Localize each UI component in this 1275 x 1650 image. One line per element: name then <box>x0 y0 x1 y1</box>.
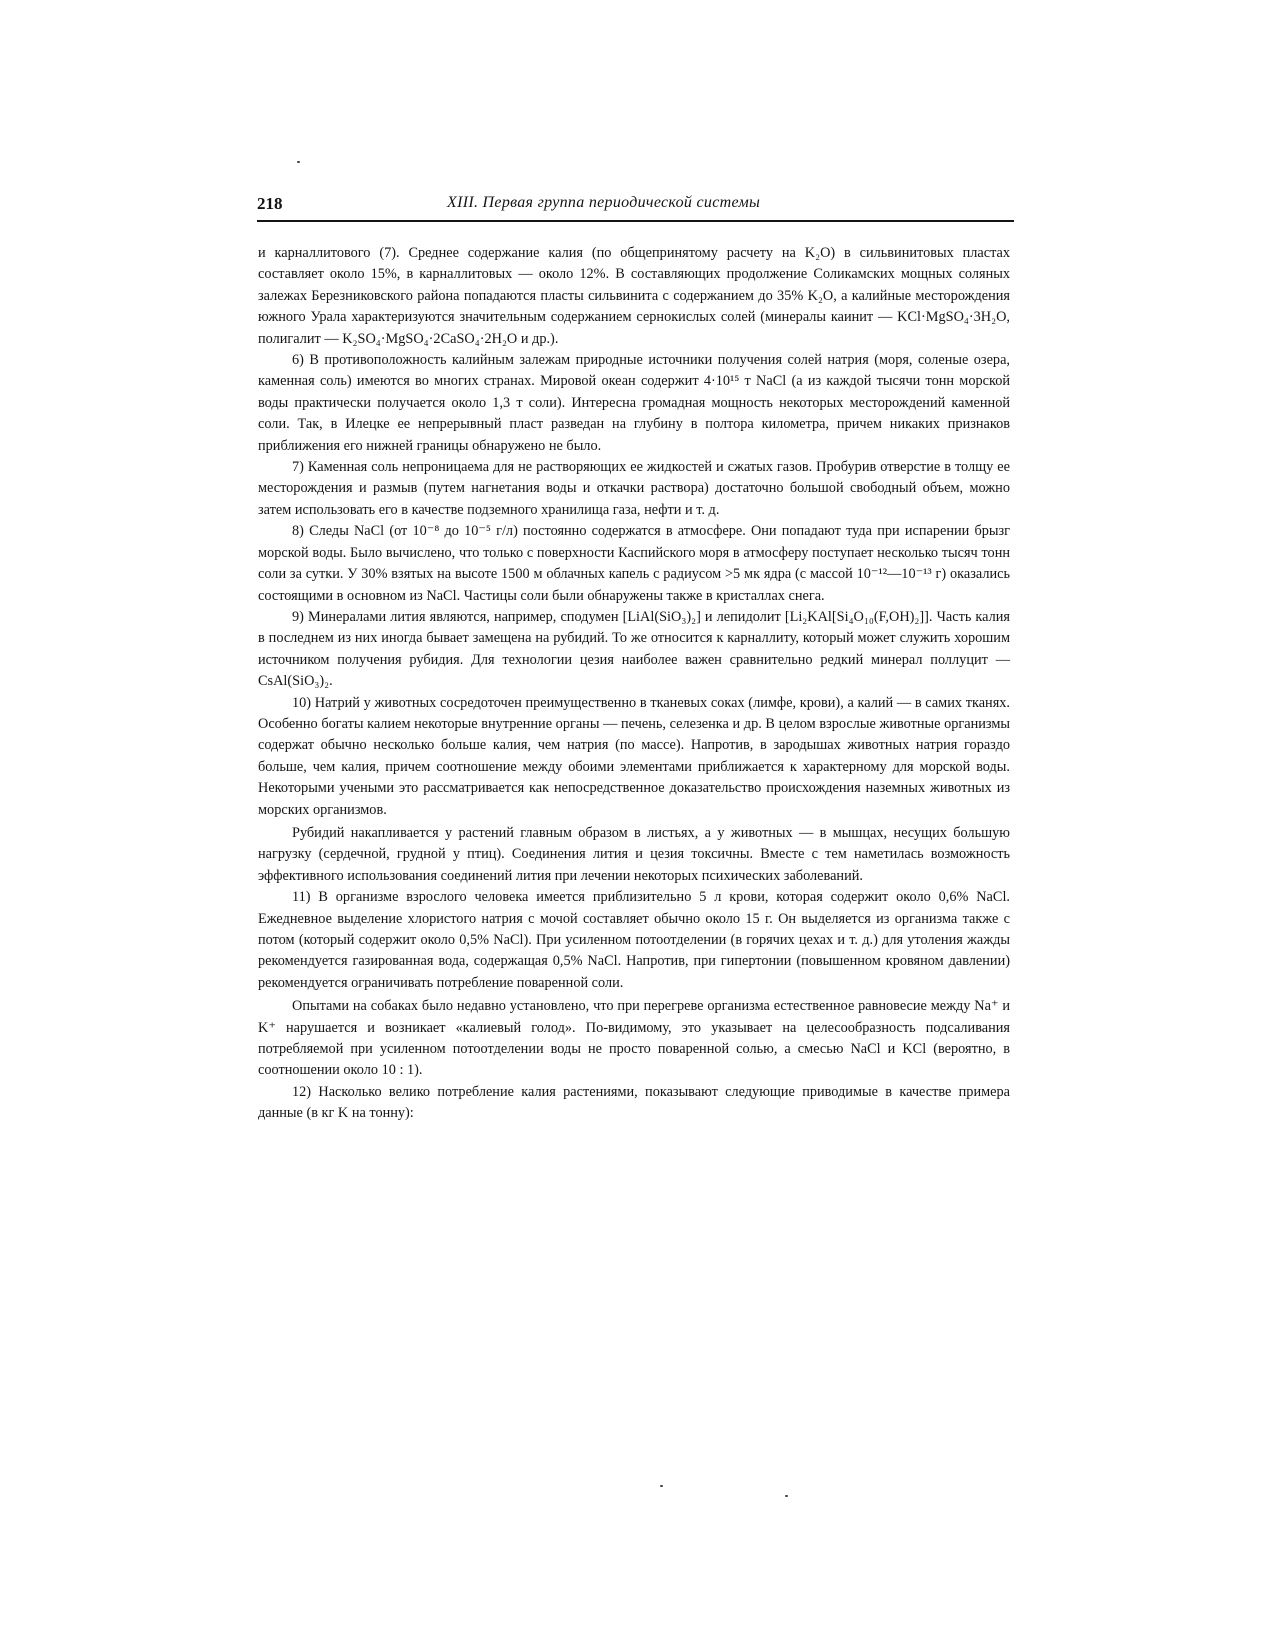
paragraph: 9) Минералами лития являются, например, сподумен [LiAl(SiO₃)₂] и лепидолит [Li₂KAl[Si₄O₁₀(F,OH)₂]]. Часть калия в последнем из них иногда бывает замещена на рубидий. То же относится к карналлиту, который может служить хорошим источником получения рубидия. Для технологии цезия наиболее важен сравнительно редкий минерал поллуцит — CsAl(SiO₃)₂. <box>258 608 1010 690</box>
paragraph: 7) Каменная соль непроницаема для не растворяющих ее жидкостей и сжатых газов. Пробурив отверстие в толщу ее месторождения и размыв (путем нагнетания воды и откачки раствора) достаточно большой свободный объем, можно затем использовать его в качестве подземного хранилища газа, нефти и т. д. <box>258 459 1010 518</box>
running-title: XIII. Первая группа периодической системы <box>447 194 761 211</box>
paragraph: Рубидий накапливается у растений главным образом в листьях, а у животных — в мышцах, несущих большую нагрузку (сердечной, грудной у птиц). Соединения лития и цезия токсичны. Вместе с тем наметилась возможность эффективного использования соединений лития при лечении некоторых психических заболеваний. <box>258 824 1010 884</box>
scan-speck <box>660 1485 663 1487</box>
paragraph: Опытами на собаках было недавно установлено, что при перегреве организма естественное равновесие между Na⁺ и K⁺ нарушается и возникает «калиевый голод». По-видимому, это указывает на целесообразность подсаливания потребляемой при усиленном потоотделении воды не просто поваренной солью, а смесью NaCl и KCl (вероятно, в соотношении около 10 : 1). <box>258 998 1010 1079</box>
page-header <box>257 194 1014 218</box>
scan-speck <box>297 161 300 163</box>
paragraph: 8) Следы NaCl (от 10⁻⁸ до 10⁻⁵ г/л) постоянно содержатся в атмосфере. Они попадают туда при испарении брызг морской воды. Было вычислено, что только с поверхности Каспийского моря в атмосферу поступает несколько тысяч тонн соли за сутки. У 30% взятых на высоте 1500 м облачных капель с радиусом >5 мк ядра (с массой 10⁻¹²—10⁻¹³ г) оказались состоящими в основном из NaCl. Частицы соли были обнаружены также в кристаллах снега. <box>258 523 1010 604</box>
page-number: 218 <box>257 194 283 213</box>
header-rule <box>257 220 1014 222</box>
paragraph: 6) В противоположность калийным залежам природные источники получения солей натрия (моря, соленые озера, каменная соль) имеются во многих странах. Мировой океан содержит 4·10¹⁵ т NaCl (а из каждой тысячи тонн морской воды практически получается около 1,3 т соли). Интересна громадная мощность некоторых месторождений каменной соли. Так, в Илецке ее непрерывный пласт разведан на глубину в полтора километра, причем никаких признаков приближения его нижней границы обнаружено не было. <box>258 352 1010 454</box>
paragraph: 10) Натрий у животных сосредоточен преимущественно в тканевых соках (лимфе, крови), а калий — в самих тканях. Особенно богаты калием некоторые внутренние органы — печень, селезенка и др. В целом взрослые животные организмы содержат обычно несколько больше калия, чем натрия (по массе). Напротив, в зародышах животных натрия гораздо больше, чем калия, причем соотношение между обоими элементами приближается к характерному для морской воды. Некоторыми учеными это рассматривается как непосредственное доказательство происхождения наземных животных из морских организмов. <box>258 694 1010 818</box>
scan-speck <box>785 1495 788 1497</box>
paragraph: и карналлитового (7). Среднее содержание калия (по общепринятому расчету на K₂O) в сильвинитовых пластах составляет около 15%, в карналлитовых — около 12%. В составляющих продолжение Соликамских мощных соляных залежах Березниковского района попадаются пласты сильвинита с содержанием до 35% K₂O, а калийные месторождения южного Урала характеризуются значительным содержанием сернокислых солей (минералы каинит — KCl·MgSO₄·3H₂O, полигалит — K₂SO₄·MgSO₄·2CaSO₄·2H₂O и др.). <box>258 245 1010 347</box>
paragraph: 12) Насколько велико потребление калия растениями, показывают следующие приводимые в качестве примера данные (в кг K на тонну): <box>258 1083 1010 1122</box>
body-text <box>258 243 1010 1125</box>
paragraph: 11) В организме взрослого человека имеется приблизительно 5 л крови, которая содержит около 0,6% NaCl. Ежедневное выделение хлористого натрия с мочой составляет обычно около 15 г. Он выделяется из организма также с потом (который содержит около 0,5% NaCl). При усиленном потоотделении (в горячих цехах и т. д.) для утоления жажды рекомендуется газированная вода, содержащая 0,5% NaCl. Напротив, при гипертонии (повышенном кровяном давлении) рекомендуется ограничивать потребление поваренной соли. <box>258 889 1010 991</box>
